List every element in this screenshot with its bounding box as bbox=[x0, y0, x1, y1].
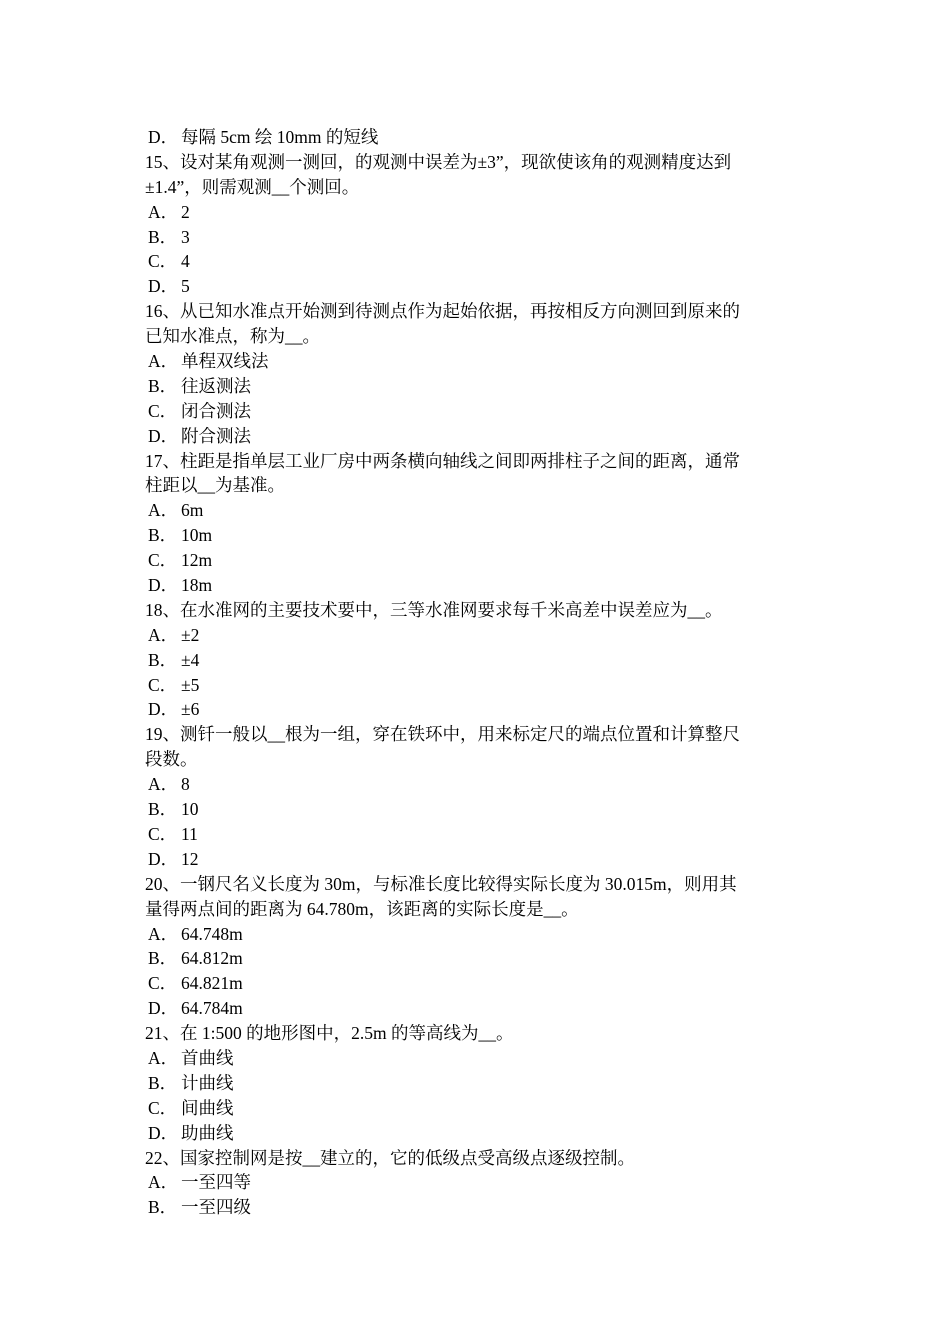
option-text: 10m bbox=[181, 525, 213, 546]
option-text: 64.821m bbox=[181, 973, 243, 994]
option-text: 12 bbox=[181, 848, 199, 869]
option-text: 8 bbox=[181, 774, 190, 795]
option-letter: B． bbox=[148, 226, 178, 247]
option-text: 64.748m bbox=[181, 923, 243, 944]
question-text-line: 已知水准点，称为__。 bbox=[145, 326, 320, 347]
option-item bbox=[145, 523, 810, 548]
option-item bbox=[145, 971, 810, 996]
option-item bbox=[145, 946, 810, 971]
option-text: 首曲线 bbox=[181, 1047, 234, 1068]
question-17 bbox=[145, 449, 810, 598]
question-15 bbox=[145, 150, 810, 299]
option-letter: C． bbox=[148, 251, 178, 272]
question-text-line: 段数。 bbox=[145, 749, 198, 770]
option-letter: B． bbox=[148, 1197, 178, 1218]
option-text: ±6 bbox=[181, 699, 200, 720]
option-item bbox=[145, 200, 810, 225]
option-item bbox=[145, 673, 810, 698]
option-item bbox=[145, 648, 810, 673]
question-list bbox=[145, 125, 810, 1220]
option-item bbox=[145, 822, 810, 847]
question-text-line: 19、测钎一般以__根为一组，穿在铁环中，用来标定尺的端点位置和计算整尺 bbox=[145, 724, 740, 745]
option-letter: C． bbox=[148, 674, 178, 695]
option-item bbox=[145, 1195, 810, 1220]
option-letter: B． bbox=[148, 948, 178, 969]
option-text: 单程双线法 bbox=[181, 351, 269, 372]
option-text: 计曲线 bbox=[181, 1072, 234, 1093]
option-letter: A． bbox=[148, 1172, 179, 1193]
question-text-line: 21、在 1:500 的地形图中，2.5m 的等高线为__。 bbox=[145, 1023, 514, 1044]
option-text: ±4 bbox=[181, 649, 200, 670]
option-text: 4 bbox=[181, 251, 190, 272]
question-text-line: 15、设对某角观测一测回，的观测中误差为±3”，现欲使该角的观测精度达到 bbox=[145, 151, 732, 172]
option-item bbox=[145, 498, 810, 523]
option-text: 往返测法 bbox=[181, 375, 251, 396]
option-text: ±2 bbox=[181, 624, 200, 645]
option-text: 64.784m bbox=[181, 998, 243, 1019]
option-letter: D． bbox=[148, 276, 179, 297]
option-item bbox=[145, 1071, 810, 1096]
option-letter: C． bbox=[148, 1097, 178, 1118]
option-letter: C． bbox=[148, 973, 178, 994]
option-letter: B． bbox=[148, 375, 178, 396]
option-item bbox=[145, 797, 810, 822]
option-text: 一至四等 bbox=[181, 1172, 251, 1193]
option-item bbox=[145, 225, 810, 250]
option-text: 一至四级 bbox=[181, 1197, 251, 1218]
option-letter: D． bbox=[148, 699, 179, 720]
option-item bbox=[145, 1121, 810, 1146]
option-letter: D． bbox=[148, 127, 179, 147]
question-text-line: 20、一钢尺名义长度为 30m，与标准长度比较得实际长度为 30.015m，则用其 bbox=[145, 873, 737, 894]
option-text: 5 bbox=[181, 276, 190, 297]
question-20 bbox=[145, 872, 810, 1021]
option-text: 每隔 5cm 绘 10mm 的短线 bbox=[181, 127, 379, 147]
option-text: 附合测法 bbox=[181, 425, 251, 446]
option-text: ±5 bbox=[181, 674, 200, 695]
option-letter: A． bbox=[148, 201, 179, 222]
option-letter: A． bbox=[148, 624, 179, 645]
option-text: 18m bbox=[181, 575, 213, 596]
question-text-line: 17、柱距是指单层工业厂房中两条横向轴线之间即两排柱子之间的距离，通常 bbox=[145, 450, 740, 471]
option-item bbox=[145, 249, 810, 274]
option-item bbox=[145, 274, 810, 299]
option-item bbox=[145, 399, 810, 424]
question-text-line: 柱距以__为基准。 bbox=[145, 475, 285, 496]
option-text: 6m bbox=[181, 500, 204, 521]
option-letter: A． bbox=[148, 1047, 179, 1068]
question-22 bbox=[145, 1146, 810, 1221]
option-text: 10 bbox=[181, 799, 199, 820]
option-item bbox=[145, 424, 810, 449]
option-letter: A． bbox=[148, 500, 179, 521]
option-item bbox=[145, 922, 810, 947]
question-text-line: 18、在水准网的主要技术要中，三等水准网要求每千米高差中误差应为__。 bbox=[145, 599, 723, 620]
question-19 bbox=[145, 722, 810, 871]
option-item bbox=[145, 1170, 810, 1195]
option-text: 闭合测法 bbox=[181, 400, 251, 421]
option-letter: C． bbox=[148, 823, 178, 844]
question-text-line: ±1.4”，则需观测__个测回。 bbox=[145, 176, 360, 197]
option-letter: B． bbox=[148, 799, 178, 820]
option-text: 64.812m bbox=[181, 948, 243, 969]
option-letter: A． bbox=[148, 923, 179, 944]
option-letter: D． bbox=[148, 998, 179, 1019]
option-letter: A． bbox=[148, 774, 179, 795]
question-21 bbox=[145, 1021, 810, 1145]
option-item bbox=[145, 125, 810, 150]
option-item bbox=[145, 697, 810, 722]
option-item bbox=[145, 996, 810, 1021]
option-letter: C． bbox=[148, 550, 178, 571]
option-text: 12m bbox=[181, 550, 213, 571]
option-item bbox=[145, 623, 810, 648]
option-letter: D． bbox=[148, 425, 179, 446]
option-letter: D． bbox=[148, 575, 179, 596]
option-letter: D． bbox=[148, 1122, 179, 1143]
option-item bbox=[145, 1046, 810, 1071]
option-letter: C． bbox=[148, 400, 178, 421]
option-text: 2 bbox=[181, 201, 190, 222]
option-letter: B． bbox=[148, 1072, 178, 1093]
option-text: 3 bbox=[181, 226, 190, 247]
option-letter: B． bbox=[148, 525, 178, 546]
option-letter: B． bbox=[148, 649, 178, 670]
option-text: 间曲线 bbox=[181, 1097, 234, 1118]
question-18 bbox=[145, 598, 810, 722]
option-text: 助曲线 bbox=[181, 1122, 234, 1143]
option-item bbox=[145, 374, 810, 399]
option-text: 11 bbox=[181, 823, 198, 844]
option-letter: D． bbox=[148, 848, 179, 869]
option-item bbox=[145, 573, 810, 598]
option-item bbox=[145, 772, 810, 797]
option-item bbox=[145, 548, 810, 573]
question-text-line: 量得两点间的距离为 64.780m，该距离的实际长度是__。 bbox=[145, 898, 579, 919]
question-text-line: 16、从已知水准点开始测到待测点作为起始依据，再按相反方向测回到原来的 bbox=[145, 301, 740, 322]
option-item bbox=[145, 1096, 810, 1121]
question-16 bbox=[145, 299, 810, 448]
option-letter: A． bbox=[148, 351, 179, 372]
option-item bbox=[145, 847, 810, 872]
question-text-line: 22、国家控制网是按__建立的，它的低级点受高级点逐级控制。 bbox=[145, 1147, 635, 1168]
option-item bbox=[145, 349, 810, 374]
